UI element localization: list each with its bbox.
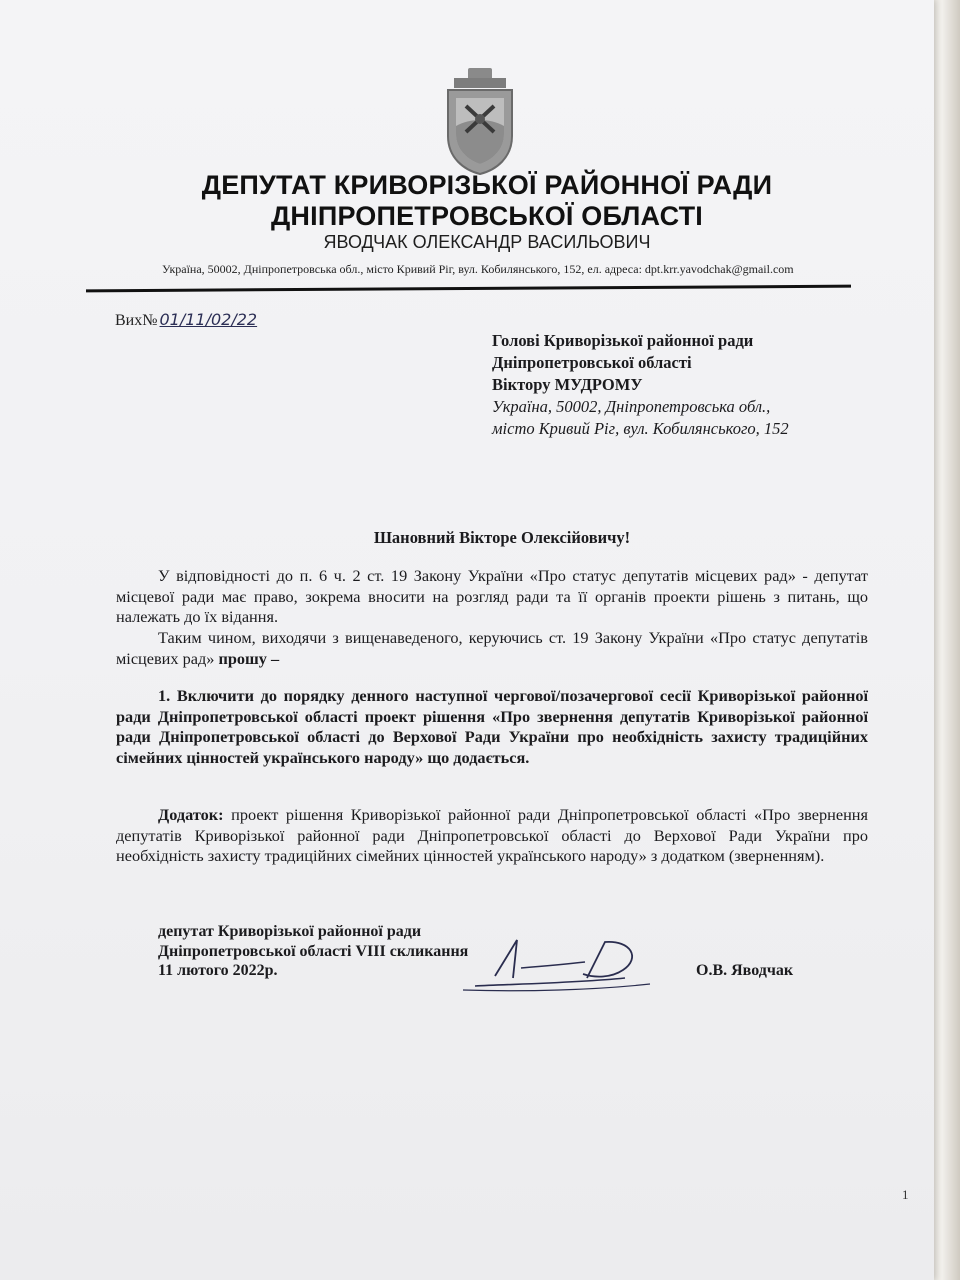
deputy-name: ЯВОДЧАК ОЛЕКСАНДР ВАСИЛЬОВИЧ <box>323 232 651 252</box>
addressee-block <box>492 330 789 440</box>
signatory-block <box>158 922 468 981</box>
attachment-label: Додаток: <box>158 805 224 824</box>
header-address: Україна, 50002, Дніпропетровська обл., місто Кривий Ріг, вул. Кобилянського, 152, ел. адреса: dpt.krr.yavodchak@gmail.com <box>162 262 794 276</box>
signatory-line2: Дніпропетровської області VIII скликання <box>158 942 469 960</box>
outgoing-number <box>115 310 257 330</box>
salutation: Шановний Вікторе Олексійовичу! <box>373 528 631 547</box>
attachment-text: проект рішення Криворізької районної ради Дніпропетровської області «Про звернення депутатів Криворізької районної ради Дніпропетровської області до Верхової Ради України про необхідність захисту традиційних сімейних цінностей українського народу» з додатком (зверненням). <box>116 805 868 865</box>
addressee-line3: Віктору МУДРОМУ <box>492 375 643 394</box>
paragraph-2 <box>116 628 868 669</box>
request-item-1: 1. Включити до порядку денного наступної чергової/позачергової сесії Криворізької районної ради Дніпропетровської області проект рішення «Про звернення депутатів Криворізької районної ради Дніпропетровської області до Верхової Ради України про необхідність захисту традиційних сімейних цінностей українського народу» що додається. <box>116 686 868 767</box>
signatory-name: О.В. Яводчак <box>696 962 794 979</box>
outgoing-label: Вих№ <box>115 312 158 329</box>
signature-date: 11 лютого 2022р. <box>158 962 278 979</box>
addressee-line2: Дніпропетровської області <box>492 353 692 372</box>
addressee-line4: Україна, 50002, Дніпропетровська обл., <box>492 397 771 416</box>
addressee-line1: Голові Криворізької районної ради <box>492 331 754 350</box>
header-title-line1: ДЕПУТАТ КРИВОРІЗЬКОЇ РАЙОННОЇ РАДИ <box>201 170 773 200</box>
header-title-line2: ДНІПРОПЕТРОВСЬКОЇ ОБЛАСТІ <box>271 201 703 231</box>
paragraph-1: У відповідності до п. 6 ч. 2 ст. 19 Закону України «Про статус депутатів місцевих рад» - депутат місцевої ради має право, зокрема вносити на розгляд ради та її органів проекти рішень з питань, що належать до їх відання. <box>116 566 868 626</box>
district-coat-of-arms-icon <box>440 66 520 176</box>
handwritten-signature <box>455 928 655 998</box>
addressee-line5: місто Кривий Ріг, вул. Кобилянського, 152 <box>492 419 789 438</box>
outgoing-handwritten-number: 01/11/02/22 <box>159 310 258 329</box>
page-number: 1 <box>902 1187 909 1202</box>
signatory-line1: депутат Криворізької районної ради <box>158 923 422 940</box>
header-divider <box>86 285 851 293</box>
paragraph-2-text: Таким чином, виходячи з вищенаведеного, керуючись ст. 19 Закону України «Про статус депутатів місцевих рад» <box>116 628 868 668</box>
attachment-paragraph <box>116 805 868 867</box>
paragraph-2-request: прошу – <box>218 648 280 668</box>
